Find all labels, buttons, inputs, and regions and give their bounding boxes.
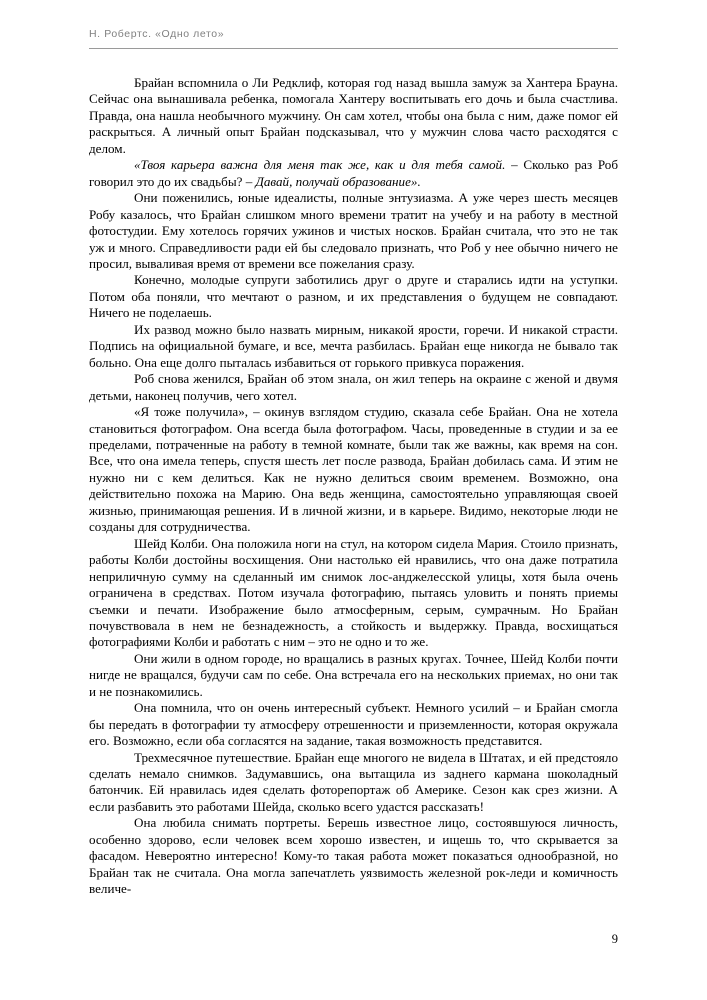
paragraph: Роб снова женился, Брайан об этом знала, он жил теперь на окраине с женой и двумя детьми, наконец получив, чего хотел. [89, 371, 618, 403]
paragraph-quoted-speech [89, 157, 618, 190]
paragraph: Брайан вспомнила о Ли Редклиф, которая год назад вышла замуж за Хантера Брауна. Сейчас она вынашивала ребенка, помогала Хантеру воспитывать его дочь и была счастлива. Правда, она нашла необычного мужчину. Он сам хотел, чтобы она была с ним, даже помог ей раскрыться. А личный опыт Брайан подсказывал, что у мужчин слова часто расходятся с делом. [89, 75, 618, 156]
paragraph: Шейд Колби. Она положила ноги на стул, на котором сидела Мария. Стоило признать, работы Колби достойны восхищения. Они настолько ей нравились, что она даже потратила неприличную сумму на сделанный им снимок лос-анджелесской улицы, хотя была очень ограничена в средствах. Потом изучала фотографию, пытаясь уловить и понять приемы съемки и печати. Изображение было атмосферным, серым, сумрачным. Но Брайан почувствовала в нем не безнадежность, а стойкость и выдержку. Правда, восхищаться фотографиями Колби и работать с ним – это не одно и то же. [89, 535, 618, 650]
header-divider-rule [89, 48, 618, 49]
paragraph: Трехмесячное путешествие. Брайан еще многого не видела в Штатах, и ей предстояло сделать немало снимков. Задумавшись, она вытащила из заднего кармана шоколадный батончик. Ей нравилась идея сделать фоторепортаж об Америке. Сезон как срез жизни. А если разбавить это работами Шейда, сколько всего удастся рассказать! [89, 749, 618, 814]
paragraph: Их развод можно было назвать мирным, никакой ярости, горечи. И никакой страсти. Подпись на официальной бумаге, и все, мечта разбилась. Брайан еще никогда не бывало так больно. Она еще долго пыталась избавиться от горького привкуса поражения. [89, 321, 618, 370]
body-text-column [89, 75, 618, 898]
paragraph: Она помнила, что он очень интересный субъект. Немного усилий – и Брайан смогла бы передать в фотографии ту атмосферу отрешенности и приземленности, которая окружала его. Возможно, если оба согласятся на задание, такая возможность представится. [89, 700, 618, 749]
page-folio [0, 930, 618, 948]
paragraph: Они жили в одном городе, но вращались в разных кругах. Точнее, Шейд Колби почти нигде не вращался, будучи сам по себе. Она встречала его на нескольких приемах, но они так и не познакомились. [89, 650, 618, 699]
paragraph: Конечно, молодые супруги заботились друг о друге и старались идти на уступки. Потом оба поняли, что мечтают о разном, и их представления о будущем не совпадают. Ничего не поделаешь. [89, 272, 618, 321]
quote-segment-roman: – Сколько раз Роб говорил это до их свадьбы? – [89, 157, 619, 189]
paragraph: Она любила снимать портреты. Берешь известное лицо, состоявшуюся личность, особенно здорово, если человек всем хорошо известен, и ищешь то, что скрывается за фасадом. Невероятно интересно! Кому-то такая работа может показаться однообразной, но Брайан так не считала. Она могла запечатлеть уязвимость железной рок-леди и комичность величе- [89, 815, 618, 897]
paragraph: Они поженились, юные идеалисты, полные энтузиазма. А уже через шесть месяцев Робу казалось, что Брайан слишком много времени тратит на учебу и на работу в местной фотостудии. Ему хотелось горячих ужинов и чистых носков. Брайан считала, что это не так уж и много. Справедливости ради ей бы следовало признать, что Роб у нее обычно ничего не просил, вываливая время от времени все пожелания сразу. [89, 190, 618, 271]
quote-segment-italic-open: «Твоя карьера важна для меня так же, как и для тебя самой. [134, 157, 506, 173]
running-header-text: Н. Робертс. «Одно лето» [89, 28, 225, 40]
running-header [89, 28, 618, 40]
page-number: 9 [611, 932, 618, 946]
quote-segment-italic-close: Давай, получай образование». [255, 173, 421, 189]
paragraph: «Я тоже получила», – окинув взглядом студию, сказала себе Брайан. Она не хотела становиться фотографом. Она всегда была фотографом. Часы, проведенные в студии и за ее пределами, потраченные на работу в темной комнате, были так же важны, как время на сон. Все, что она имела теперь, спустя шесть лет после развода, Брайан добилась сама. И этим не нужно ни с кем делиться. Как не нужно делиться своим временем. Возможно, она действительно похожа на Марию. Она ведь женщина, самостоятельно управляющая своей жизнью, принимающая решения. И в личной жизни, и в карьере. Видимо, некоторые люди не созданы для сотрудничества. [89, 404, 618, 535]
